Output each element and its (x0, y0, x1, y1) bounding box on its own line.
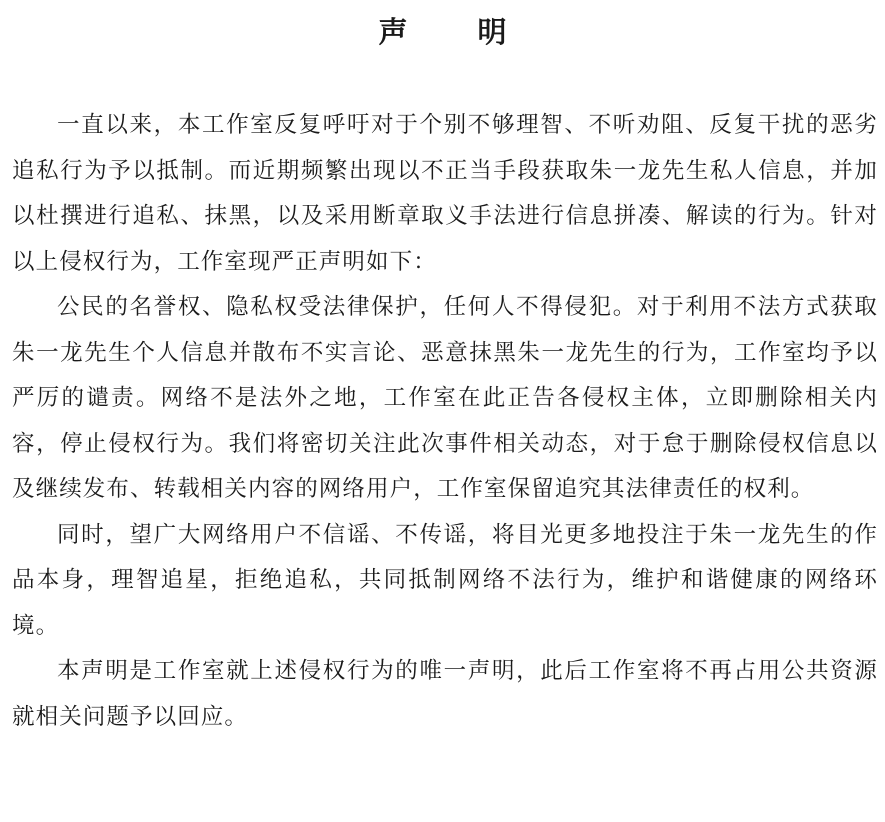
paragraph-2: 公民的名誉权、隐私权受法律保护，任何人不得侵犯。对于利用不法方式获取朱一龙先生个人信息并散布不实言论、恶意抹黑朱一龙先生的行为，工作室均予以严厉的谴责。网络不是法外之地，工作室在此正告各侵权主体，立即删除相关内容，停止侵权行为。我们将密切关注此次事件相关动态，对于怠于删除侵权信息以及继续发布、转载相关内容的网络用户，工作室保留追究其法律责任的权利。 (12, 294, 878, 502)
document-body (12, 103, 878, 740)
paragraph-3: 同时，望广大网络用户不信谣、不传谣，将目光更多地投注于朱一龙先生的作品本身，理智追星，拒绝追私，共同抵制网络不法行为，维护和谐健康的网络环境。 (12, 521, 878, 639)
paragraph-4: 本声明是工作室就上述侵权行为的唯一声明，此后工作室将不再占用公共资源就相关问题予以回应。 (12, 658, 878, 730)
paragraph-1: 一直以来，本工作室反复呼吁对于个别不够理智、不听劝阻、反复干扰的恶劣追私行为予以抵制。而近期频繁出现以不正当手段获取朱一龙先生私人信息，并加以杜撰进行追私、抹黑，以及采用断章取义手法进行信息拼凑、解读的行为。针对以上侵权行为，工作室现严正声明如下： (12, 112, 878, 275)
document-title: 声 明 (378, 15, 537, 49)
